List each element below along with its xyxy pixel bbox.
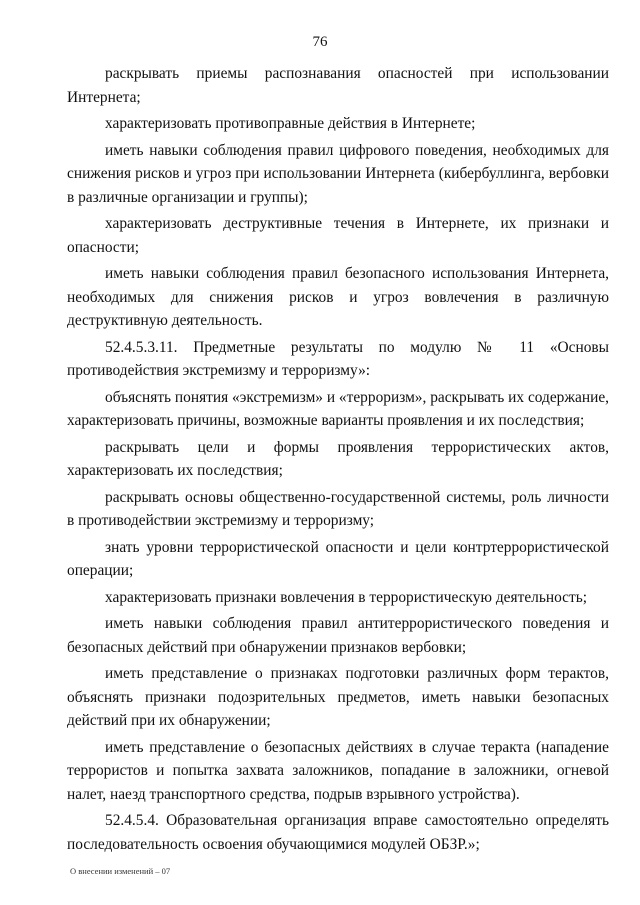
document-body bbox=[67, 62, 609, 859]
paragraph-7: объяснять понятия «экстремизм» и «терроризм», раскрывать их содержание, характеризовать причины, возможные варианты проявления и их последствия; bbox=[67, 388, 609, 429]
paragraph-4: характеризовать деструктивные течения в Интернете, их признаки и опасности; bbox=[67, 215, 609, 256]
paragraph-13: иметь представление о признаках подготовки различных форм терактов, объяснять признаки подозрительных предметов, иметь навыки безопасных действий при их обнаружении; bbox=[67, 665, 609, 729]
paragraph-1: раскрывать приемы распознавания опасностей при использовании Интернета; bbox=[67, 65, 609, 106]
paragraph-3: иметь навыки соблюдения правил цифрового поведения, необходимых для снижения рисков и угроз при использовании Интернета (кибербуллинга, вербовки в различные организации и группы); bbox=[67, 141, 609, 206]
paragraph-11: характеризовать признаки вовлечения в террористическую деятельность; bbox=[105, 588, 588, 606]
paragraph-6-section-heading: 52.4.5.3.11. Предметные результаты по модулю № 11 «Основы противодействия экстремизму и терроризму»: bbox=[67, 338, 609, 379]
paragraph-8: раскрывать цели и формы проявления террористических актов, характеризовать их последствия; bbox=[67, 438, 609, 479]
paragraph-15-section: 52.4.5.4. Образовательная организация вправе самостоятельно определять последовательность освоения обучающимися модулей ОБЗР.»; bbox=[67, 812, 609, 853]
paragraph-12: иметь навыки соблюдения правил антитеррористического поведения и безопасных действий при обнаружении признаков вербовки; bbox=[67, 615, 609, 656]
paragraph-10: знать уровни террористической опасности и цели контртеррористической операции; bbox=[67, 538, 609, 579]
paragraph-14: иметь представление о безопасных действиях в случае теракта (нападение террористов и попытка захвата заложников, попадание в заложники, огневой налет, наезд транспортного средства, подрыв взрывного устройства). bbox=[67, 738, 609, 803]
page-number: 76 bbox=[312, 34, 328, 50]
paragraph-9: раскрывать основы общественно-государственной системы, роль личности в противодействии экстремизму и терроризму; bbox=[67, 488, 609, 529]
paragraph-2: характеризовать противоправные действия в Интернете; bbox=[105, 115, 476, 132]
footer-note: О внесении изменений – 07 bbox=[70, 866, 171, 876]
paragraph-5: иметь навыки соблюдения правил безопасного использования Интернета, необходимых для снижения рисков и угроз вовлечения в различную деструктивную деятельность. bbox=[67, 265, 609, 329]
